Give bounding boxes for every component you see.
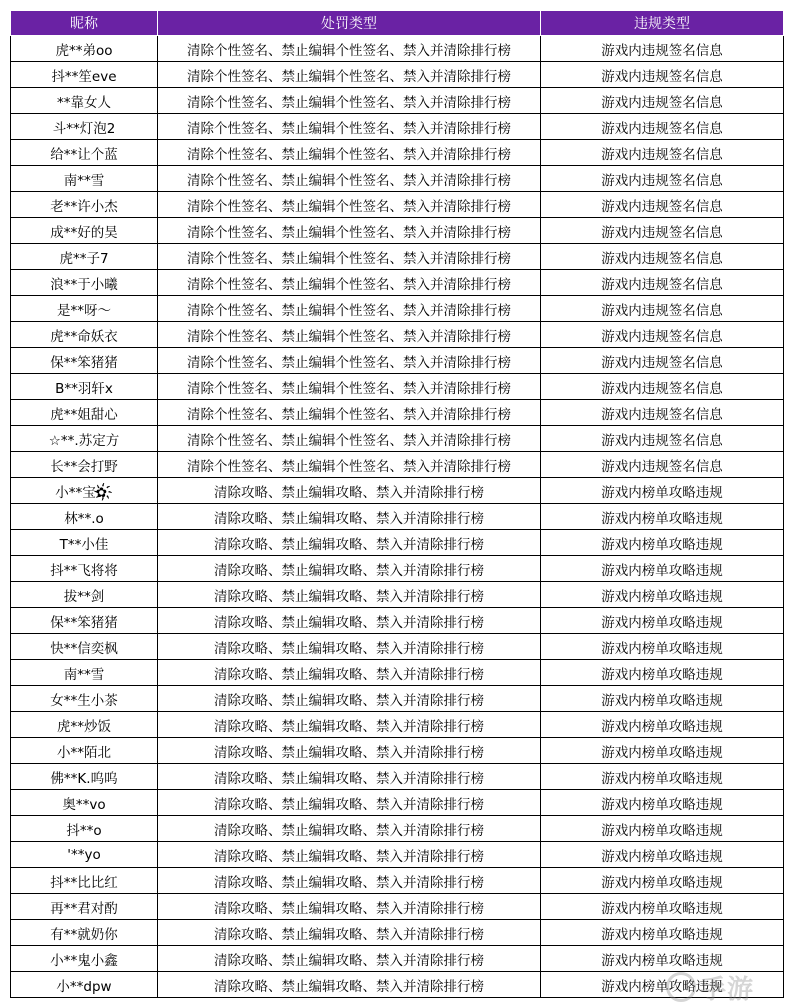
- cell-penalty-type: 清除攻略、禁止编辑攻略、禁入并清除排行榜: [158, 582, 541, 608]
- cell-penalty-type: 清除攻略、禁止编辑攻略、禁入并清除排行榜: [158, 920, 541, 946]
- cell-violation-type: 游戏内违规签名信息: [541, 270, 784, 296]
- cell-violation-type: 游戏内榜单攻略违规: [541, 894, 784, 920]
- cell-violation-type: 游戏内违规签名信息: [541, 140, 784, 166]
- cell-penalty-type: 清除攻略、禁止编辑攻略、禁入并清除排行榜: [158, 634, 541, 660]
- cell-penalty-type: 清除攻略、禁止编辑攻略、禁入并清除排行榜: [158, 556, 541, 582]
- table-row: [11, 452, 784, 478]
- cell-nickname: 佛**K.呜呜: [11, 764, 158, 790]
- cell-nickname: 斗**灯泡2: [11, 114, 158, 140]
- cell-nickname: '**yo: [11, 842, 158, 868]
- table-row: [11, 764, 784, 790]
- cell-nickname: 小**宝✿҉: [11, 478, 158, 504]
- cell-penalty-type: 清除攻略、禁止编辑攻略、禁入并清除排行榜: [158, 608, 541, 634]
- cell-penalty-type: 清除个性签名、禁止编辑个性签名、禁入并清除排行榜: [158, 400, 541, 426]
- cell-nickname: 虎**弟oo: [11, 36, 158, 62]
- cell-nickname: 快**信奕枫: [11, 634, 158, 660]
- cell-nickname: 拔**剑: [11, 582, 158, 608]
- cell-violation-type: 游戏内榜单攻略违规: [541, 738, 784, 764]
- cell-violation-type: 游戏内违规签名信息: [541, 322, 784, 348]
- cell-violation-type: 游戏内违规签名信息: [541, 400, 784, 426]
- cell-penalty-type: 清除个性签名、禁止编辑个性签名、禁入并清除排行榜: [158, 244, 541, 270]
- table-row: [11, 218, 784, 244]
- cell-violation-type: 游戏内榜单攻略违规: [541, 530, 784, 556]
- cell-penalty-type: 清除攻略、禁止编辑攻略、禁入并清除排行榜: [158, 660, 541, 686]
- cell-nickname: 抖**比比红: [11, 868, 158, 894]
- cell-nickname: 给**让个蓝: [11, 140, 158, 166]
- cell-penalty-type: 清除个性签名、禁止编辑个性签名、禁入并清除排行榜: [158, 296, 541, 322]
- cell-penalty-type: 清除攻略、禁止编辑攻略、禁入并清除排行榜: [158, 842, 541, 868]
- cell-penalty-type: 清除个性签名、禁止编辑个性签名、禁入并清除排行榜: [158, 114, 541, 140]
- cell-nickname: 小**陌北: [11, 738, 158, 764]
- cell-violation-type: 游戏内违规签名信息: [541, 348, 784, 374]
- cell-nickname: 女**生小茶: [11, 686, 158, 712]
- cell-nickname: 小**dpw: [11, 972, 158, 998]
- cell-violation-type: 游戏内榜单攻略违规: [541, 608, 784, 634]
- cell-penalty-type: 清除个性签名、禁止编辑个性签名、禁入并清除排行榜: [158, 88, 541, 114]
- cell-nickname: 南**雪: [11, 166, 158, 192]
- table-row: [11, 790, 784, 816]
- cell-nickname: 抖**笙eve: [11, 62, 158, 88]
- cell-violation-type: 游戏内榜单攻略违规: [541, 790, 784, 816]
- cell-nickname: 保**笨猪猪: [11, 348, 158, 374]
- cell-penalty-type: 清除攻略、禁止编辑攻略、禁入并清除排行榜: [158, 764, 541, 790]
- cell-penalty-type: 清除个性签名、禁止编辑个性签名、禁入并清除排行榜: [158, 218, 541, 244]
- cell-penalty-type: 清除个性签名、禁止编辑个性签名、禁入并清除排行榜: [158, 192, 541, 218]
- table-row: [11, 88, 784, 114]
- table-row: [11, 270, 784, 296]
- table-row: [11, 608, 784, 634]
- cell-nickname: 虎**姐甜心: [11, 400, 158, 426]
- table-body: [11, 36, 784, 998]
- cell-nickname: 南**雪: [11, 660, 158, 686]
- watermark: [666, 970, 786, 1004]
- cell-violation-type: 游戏内榜单攻略违规: [541, 634, 784, 660]
- table-row: [11, 530, 784, 556]
- cell-violation-type: 游戏内榜单攻略违规: [541, 842, 784, 868]
- cell-nickname: 虎**命妖衣: [11, 322, 158, 348]
- cell-penalty-type: 清除攻略、禁止编辑攻略、禁入并清除排行榜: [158, 972, 541, 998]
- cell-nickname: 成**好的昊: [11, 218, 158, 244]
- cell-nickname: 是**呀～: [11, 296, 158, 322]
- table-row: [11, 712, 784, 738]
- cell-penalty-type: 清除攻略、禁止编辑攻略、禁入并清除排行榜: [158, 894, 541, 920]
- table-row: [11, 374, 784, 400]
- cell-penalty-type: 清除个性签名、禁止编辑个性签名、禁入并清除排行榜: [158, 322, 541, 348]
- cell-nickname: 再**君对酌: [11, 894, 158, 920]
- table-row: [11, 400, 784, 426]
- cell-penalty-type: 清除攻略、禁止编辑攻略、禁入并清除排行榜: [158, 686, 541, 712]
- watermark-text: 手游: [700, 974, 755, 1005]
- cell-nickname: 保**笨猪猪: [11, 608, 158, 634]
- cell-penalty-type: 清除攻略、禁止编辑攻略、禁入并清除排行榜: [158, 478, 541, 504]
- cell-violation-type: 游戏内榜单攻略违规: [541, 556, 784, 582]
- cell-violation-type: 游戏内榜单攻略违规: [541, 478, 784, 504]
- cell-penalty-type: 清除攻略、禁止编辑攻略、禁入并清除排行榜: [158, 790, 541, 816]
- table-row: [11, 686, 784, 712]
- table-row: [11, 894, 784, 920]
- cell-violation-type: 游戏内违规签名信息: [541, 88, 784, 114]
- cell-penalty-type: 清除个性签名、禁止编辑个性签名、禁入并清除排行榜: [158, 36, 541, 62]
- table-row: [11, 426, 784, 452]
- cell-penalty-type: 清除个性签名、禁止编辑个性签名、禁入并清除排行榜: [158, 348, 541, 374]
- cell-nickname: 虎**炒饭: [11, 712, 158, 738]
- cell-nickname: 虎**子7: [11, 244, 158, 270]
- cell-nickname: T**小佳: [11, 530, 158, 556]
- table-row: [11, 322, 784, 348]
- cell-violation-type: 游戏内榜单攻略违规: [541, 816, 784, 842]
- cell-nickname: 奥**vo: [11, 790, 158, 816]
- cell-penalty-type: 清除个性签名、禁止编辑个性签名、禁入并清除排行榜: [158, 452, 541, 478]
- cell-nickname: 长**会打野: [11, 452, 158, 478]
- cell-penalty-type: 清除个性签名、禁止编辑个性签名、禁入并清除排行榜: [158, 270, 541, 296]
- cell-violation-type: 游戏内违规签名信息: [541, 452, 784, 478]
- cell-penalty-type: 清除攻略、禁止编辑攻略、禁入并清除排行榜: [158, 946, 541, 972]
- cell-violation-type: 游戏内违规签名信息: [541, 192, 784, 218]
- cell-penalty-type: 清除攻略、禁止编辑攻略、禁入并清除排行榜: [158, 504, 541, 530]
- table-row: [11, 62, 784, 88]
- cell-penalty-type: 清除个性签名、禁止编辑个性签名、禁入并清除排行榜: [158, 166, 541, 192]
- cell-violation-type: 游戏内违规签名信息: [541, 166, 784, 192]
- table-row: [11, 660, 784, 686]
- cell-violation-type: 游戏内榜单攻略违规: [541, 972, 784, 998]
- header-penalty-type: 处罚类型: [158, 11, 541, 36]
- table-row: [11, 556, 784, 582]
- cell-nickname: B**羽轩x: [11, 374, 158, 400]
- cell-nickname: ☆**.苏定方: [11, 426, 158, 452]
- table-row: [11, 244, 784, 270]
- cell-violation-type: 游戏内违规签名信息: [541, 62, 784, 88]
- cell-violation-type: 游戏内榜单攻略违规: [541, 582, 784, 608]
- table-row: [11, 140, 784, 166]
- cell-violation-type: 游戏内违规签名信息: [541, 426, 784, 452]
- table-row: [11, 738, 784, 764]
- cell-violation-type: 游戏内榜单攻略违规: [541, 946, 784, 972]
- site-logo-icon: [666, 972, 696, 1002]
- cell-violation-type: 游戏内违规签名信息: [541, 114, 784, 140]
- cell-penalty-type: 清除攻略、禁止编辑攻略、禁入并清除排行榜: [158, 868, 541, 894]
- table-row: [11, 36, 784, 62]
- table-row: [11, 478, 784, 504]
- table-row: [11, 582, 784, 608]
- cell-violation-type: 游戏内违规签名信息: [541, 218, 784, 244]
- table-row: [11, 504, 784, 530]
- table-row: [11, 842, 784, 868]
- cell-penalty-type: 清除攻略、禁止编辑攻略、禁入并清除排行榜: [158, 738, 541, 764]
- cell-violation-type: 游戏内榜单攻略违规: [541, 920, 784, 946]
- cell-violation-type: 游戏内榜单攻略违规: [541, 504, 784, 530]
- cell-penalty-type: 清除攻略、禁止编辑攻略、禁入并清除排行榜: [158, 816, 541, 842]
- cell-penalty-type: 清除个性签名、禁止编辑个性签名、禁入并清除排行榜: [158, 374, 541, 400]
- cell-violation-type: 游戏内榜单攻略违规: [541, 660, 784, 686]
- cell-nickname: 有**就奶你: [11, 920, 158, 946]
- cell-nickname: 老**许小杰: [11, 192, 158, 218]
- cell-violation-type: 游戏内违规签名信息: [541, 36, 784, 62]
- penalty-table: [10, 10, 784, 998]
- header-violation-type: 违规类型: [541, 11, 784, 36]
- cell-violation-type: 游戏内违规签名信息: [541, 374, 784, 400]
- cell-violation-type: 游戏内违规签名信息: [541, 244, 784, 270]
- cell-violation-type: 游戏内榜单攻略违规: [541, 712, 784, 738]
- table-row: [11, 166, 784, 192]
- header-nickname: 昵称: [11, 11, 158, 36]
- table-row: [11, 192, 784, 218]
- table-header-row: [11, 11, 784, 36]
- table-row: [11, 634, 784, 660]
- cell-violation-type: 游戏内榜单攻略违规: [541, 764, 784, 790]
- cell-penalty-type: 清除个性签名、禁止编辑个性签名、禁入并清除排行榜: [158, 62, 541, 88]
- cell-nickname: 抖**o: [11, 816, 158, 842]
- cell-nickname: 小**鬼小鑫: [11, 946, 158, 972]
- cell-violation-type: 游戏内榜单攻略违规: [541, 686, 784, 712]
- cell-nickname: 抖**飞将将: [11, 556, 158, 582]
- table-row: [11, 868, 784, 894]
- cell-penalty-type: 清除攻略、禁止编辑攻略、禁入并清除排行榜: [158, 530, 541, 556]
- cell-penalty-type: 清除个性签名、禁止编辑个性签名、禁入并清除排行榜: [158, 140, 541, 166]
- cell-penalty-type: 清除攻略、禁止编辑攻略、禁入并清除排行榜: [158, 712, 541, 738]
- cell-nickname: 浪**于小曦: [11, 270, 158, 296]
- cell-nickname: 林**.o: [11, 504, 158, 530]
- table-row: [11, 920, 784, 946]
- cell-nickname: **靠女人: [11, 88, 158, 114]
- table-row: [11, 816, 784, 842]
- cell-penalty-type: 清除个性签名、禁止编辑个性签名、禁入并清除排行榜: [158, 426, 541, 452]
- table-row: [11, 946, 784, 972]
- cell-violation-type: 游戏内违规签名信息: [541, 296, 784, 322]
- table-row: [11, 348, 784, 374]
- table-row: [11, 296, 784, 322]
- cell-violation-type: 游戏内榜单攻略违规: [541, 868, 784, 894]
- table-row: [11, 114, 784, 140]
